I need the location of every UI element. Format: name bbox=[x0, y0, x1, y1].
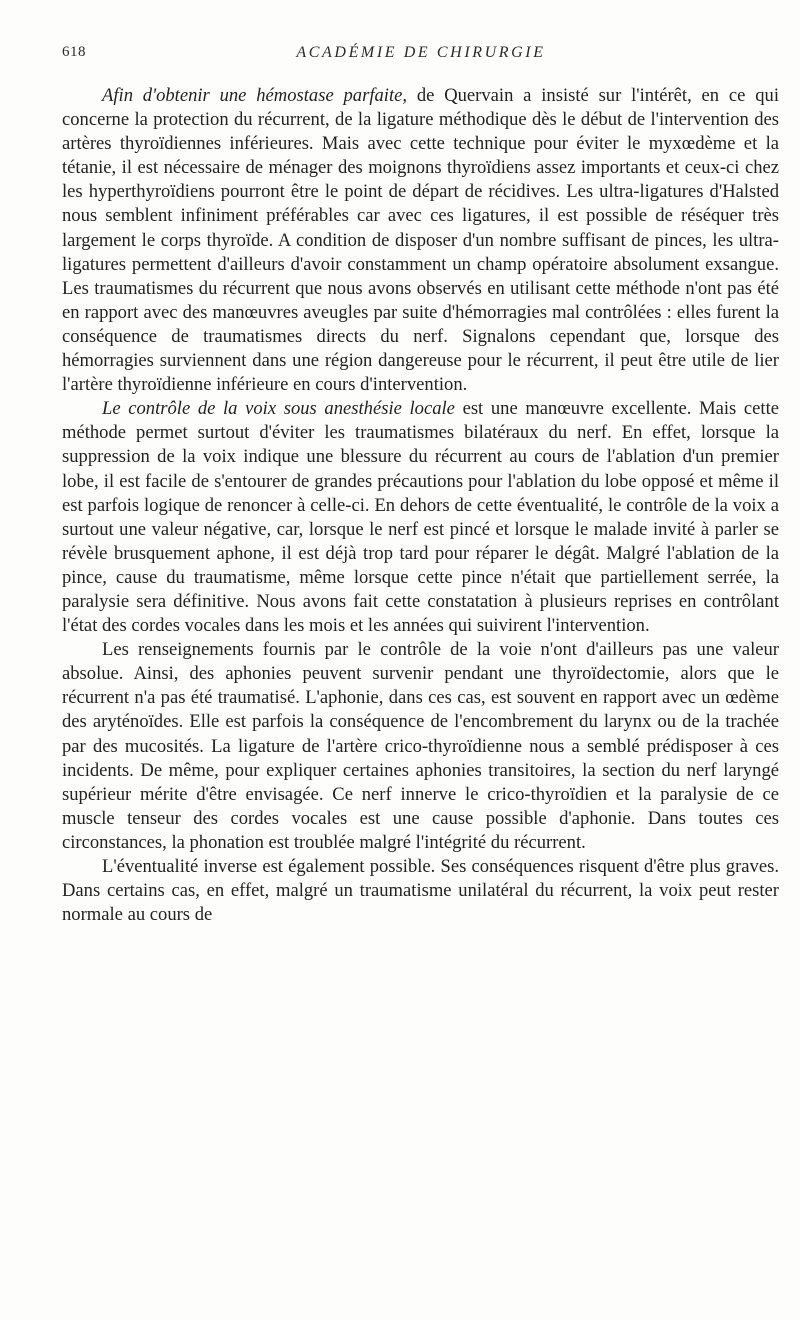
paragraph-hemostasis bbox=[62, 84, 779, 397]
paragraph-inverse-case bbox=[62, 855, 779, 927]
page-number: 618 bbox=[62, 44, 86, 60]
body-text bbox=[62, 84, 779, 927]
paragraph-lead-italic: Le contrôle de la voix sous anesthésie locale bbox=[102, 398, 455, 420]
paragraph-voice-control bbox=[62, 397, 779, 638]
paragraph-text: est une manœuvre excellente. Mais cette méthode permet surtout d'éviter les traumatismes bilatéraux du nerf. En effet, lorsque la suppression de la voix indique une blessure du récurrent au cours de l'ablation d'un premier lobe, il est facile de s'entourer de grandes précautions pour l'ablation du lobe opposé et même il est parfois logique de renoncer à celle-ci. En dehors de cette éventualité, le contrôle de la voix a surtout une valeur négative, car, lorsque le nerf est pincé et lorsque le malade invité à parler se révèle brusquement aphone, il est déjà trop tard pour réparer le dégât. Malgré l'ablation de la pince, cause du traumatisme, même lorsque cette pince n'était que partiellement serrée, la paralysie sera définitive. Nous avons fait cette constatation à plusieurs reprises en contrôlant l'état des cordes vocales dans les mois et les années qui suivirent l'intervention. bbox=[62, 398, 780, 637]
page-header bbox=[62, 44, 780, 68]
paragraph-lead-italic: Afin d'obtenir une hémostase parfaite, bbox=[102, 85, 408, 106]
running-title: ACADÉMIE DE CHIRURGIE bbox=[296, 44, 546, 61]
paragraph-text: de Quervain a insisté sur l'intérêt, en ce qui concerne la protection du récurrent, de la ligature méthodique dès le début de l'intervention des artères thyroïdiennes inférieures. Mais avec cette technique pour éviter le myxœdème et la tétanie, il est nécessaire de ménager des moignons thyroïdiens assez importants et ceux-ci chez les hyperthyroïdiens pourront être le point de départ de récidives. Les ultra-ligatures d'Halsted nous semblent infiniment préférables car avec ces ligatures, il est possible de réséquer très largement le corps thyroïde. A condition de disposer d'un nombre suffisant de pinces, les ultra-ligatures permettent d'ailleurs d'avoir constamment un champ opératoire absolument exsangue. Les traumatismes du récurrent que nous avons observés en utilisant cette méthode n'ont pas été en rapport avec des manœuvres aveugles par suite d'hémorragies mal contrôlées : elles furent la conséquence de traumatismes directs du nerf. Signalons cependant que, lorsque des hémorragies surviennent dans une région dangereuse pour le récurrent, il peut être utile de lier l'artère thyroïdienne inférieure en cours d'intervention. bbox=[62, 85, 779, 396]
paragraph-text: Les renseignements fournis par le contrôle de la voie n'ont d'ailleurs pas une valeur absolue. Ainsi, des aphonies peuvent survenir pendant une thyroïdectomie, alors que le récurrent n'a pas été traumatisé. L'aphonie, dans ces cas, est souvent en rapport avec un œdème des aryténoïdes. Elle est parfois la conséquence de l'encombrement du larynx ou de la trachée par des mucosités. La ligature de l'artère crico-thyroïdienne nous a semblé prédisposer à ces incidents. De même, pour expliquer certaines aphonies transitoires, la section du nerf laryngé supérieur mérite d'être envisagée. Ce nerf innerve le crico-thyroïdien et la paralysie de ce muscle tenseur des cordes vocales est une cause possible d'aphonie. Dans toutes ces circonstances, la phonation est troublée malgré l'intégrité du récurrent. bbox=[62, 639, 779, 853]
paragraph-text: L'éventualité inverse est également possible. Ses conséquences risquent d'être plus graves. Dans certains cas, en effet, malgré un traumatisme unilatéral du récurrent, la voix peut rester normale au cours de bbox=[62, 856, 779, 926]
paragraph-aphonia-causes bbox=[62, 638, 779, 855]
